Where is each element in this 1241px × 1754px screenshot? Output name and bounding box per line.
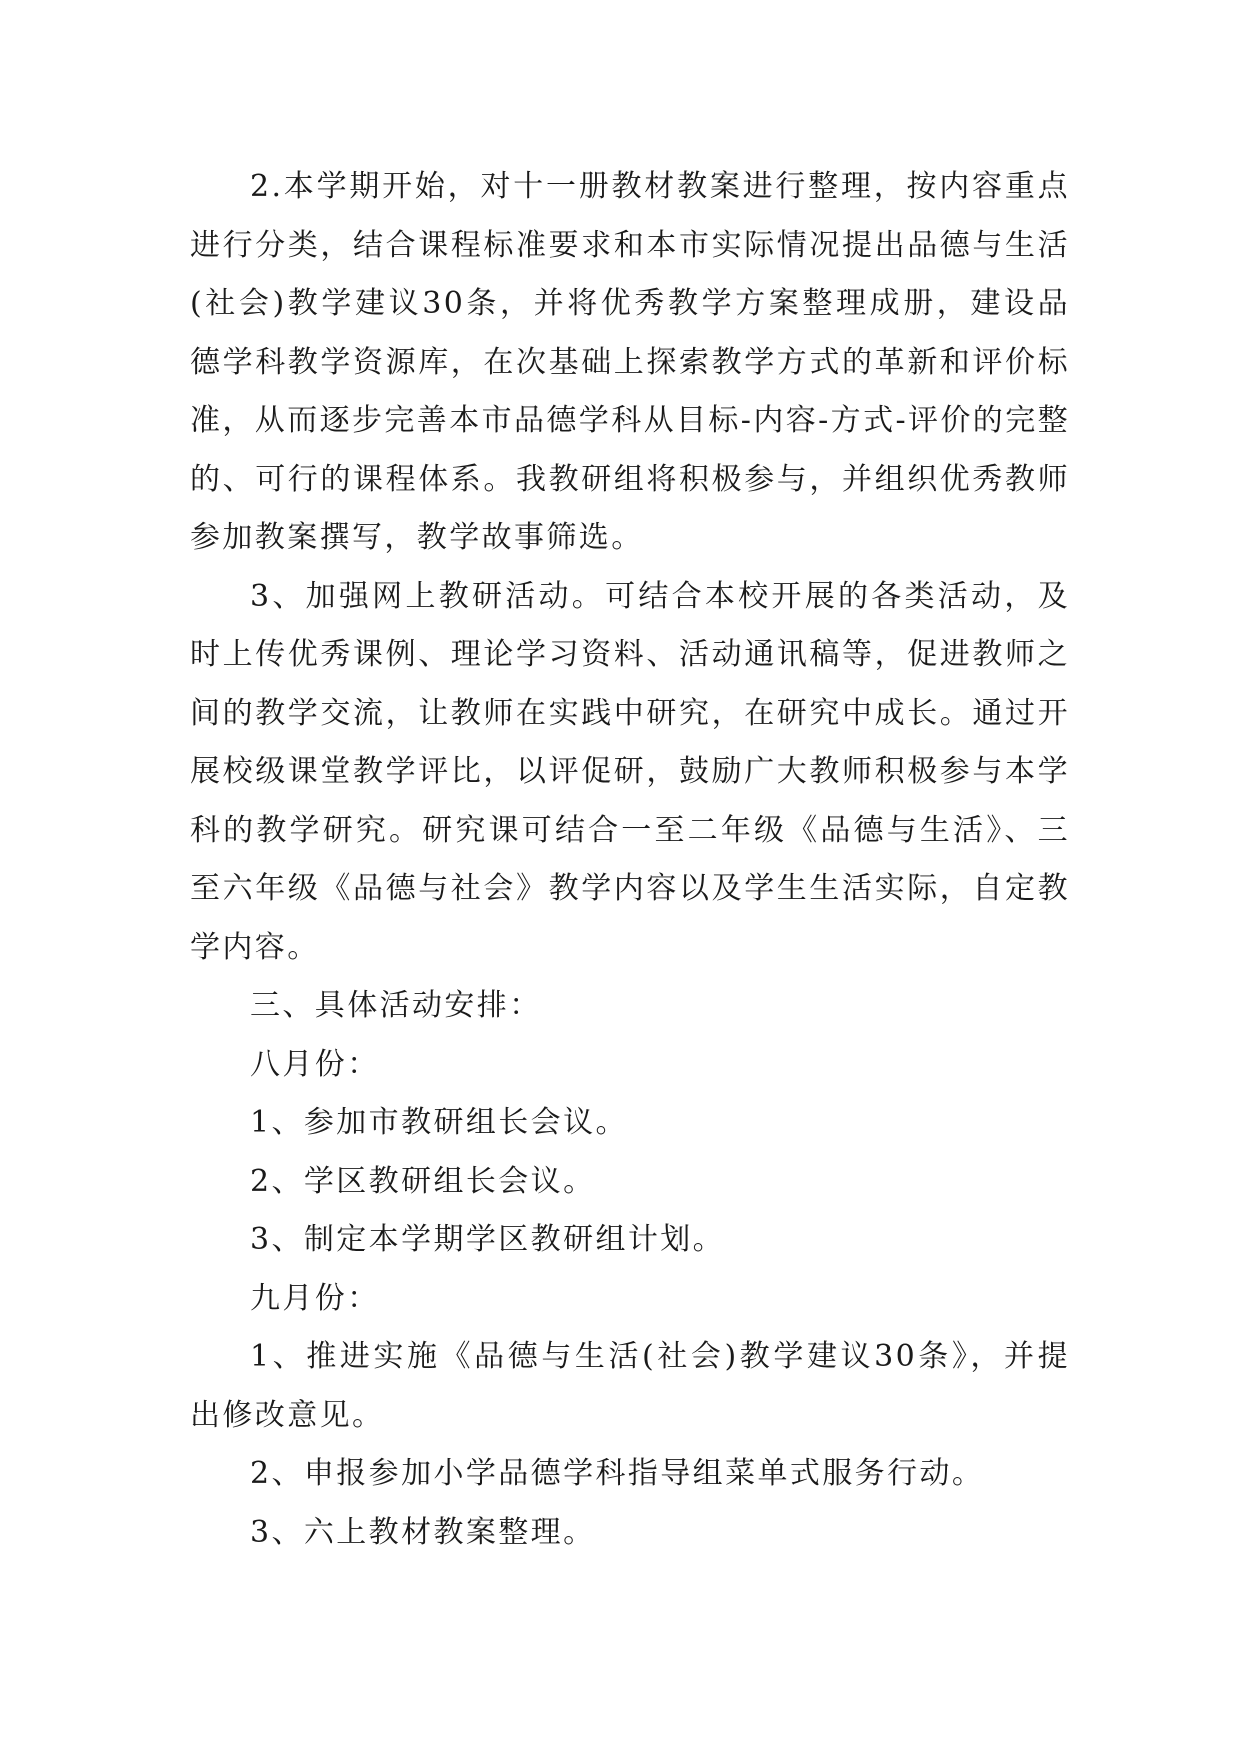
paragraph-textbook-organization: 2.本学期开始，对十一册教材教案进行整理，按内容重点进行分类，结合课程标准要求和本市实际情况提出品德与生活(社会)教学建议30条，并将优秀教学方案整理成册，建设品德学科教学资源库，在次基础上探索教学方式的革新和评价标准，从而逐步完善本市品德学科从目标-内容-方式-评价的完整的、可行的课程体系。我教研组将积极参与，并组织优秀教师参加教案撰写，教学故事筛选。 — [190, 169, 1071, 555]
list-item-september-1: 1、推进实施《品德与生活(社会)教学建议30条》，并提出修改意见。 — [190, 1339, 1070, 1433]
list-item-september-3: 3、六上教材教案整理。 — [250, 1514, 596, 1550]
list-item-august-1: 1、参加市教研组长会议。 — [250, 1105, 628, 1140]
list-item-august-3: 3、制定本学期学区教研组计划。 — [250, 1222, 726, 1257]
paragraph-online-research: 3、加强网上教研活动。可结合本校开展的各类活动，及时上传优秀课例、理论学习资料、活动通讯稿等，促进教师之间的教学交流，让教师在实践中研究，在研究中成长。通过开展校级课堂教学评比，以评促研，鼓励广大教师积极参与本学科的教学研究。研究课可结合一至二年级《品德与生活》、三至六年级《品德与社会》教学内容以及学生生活实际，自定教学内容。 — [190, 578, 1070, 965]
section-heading-activity-schedule: 三、具体活动安排： — [250, 988, 542, 1023]
list-item-september-2: 2、申报参加小学品德学科指导组菜单式服务行动。 — [250, 1456, 985, 1491]
month-heading-september: 九月份： — [250, 1280, 380, 1316]
document-body — [190, 158, 1070, 1562]
list-item-august-2: 2、学区教研组长会议。 — [250, 1163, 596, 1199]
month-heading-august: 八月份： — [250, 1046, 380, 1082]
